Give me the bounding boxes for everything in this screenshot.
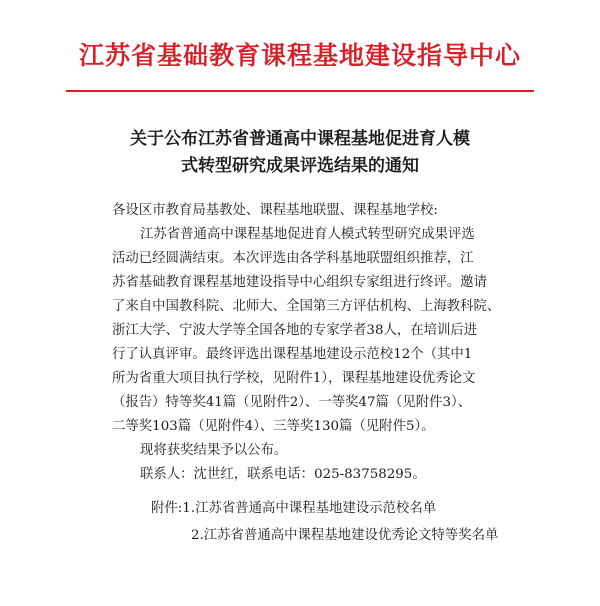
body-line: 二等奖103篇（见附件4）、三等奖130篇（见附件5）。 (112, 419, 435, 434)
body-line: 所为省重大项目执行学校，见附件1），课程基地建设优秀论文 (112, 371, 476, 386)
red-header-rule (66, 90, 534, 92)
body-line: （报告）特等奖41篇（见附件2）、一等奖47篇（见附件3）、 (112, 395, 472, 410)
document-title (110, 126, 490, 180)
salutation: 各设区市教育局基教处、课程基地联盟、课程基地学校: (112, 203, 438, 218)
attachments-list (151, 497, 511, 551)
attachment-item-text: 1.江苏省普通高中课程基地建设示范校名单 (182, 501, 437, 516)
body-line: 行了认真评审。最终评选出课程基地建设示范校12个（其中1 (112, 347, 473, 362)
contact-line: 联系人：沈世红，联系电话：025-83758295。 (140, 467, 426, 482)
title-line-1: 关于公布江苏省普通高中课程基地促进育人模 (130, 129, 470, 149)
body-line: 活动已经圆满结束。本次评选由各学科基地联盟组织推荐，江 (112, 251, 474, 266)
body-line: 浙江大学、宁波大学等全国各地的专家学者38人，在培训后进 (112, 323, 478, 338)
body-line: 江苏省普通高中课程基地促进育人模式转型研究成果评选 (140, 227, 475, 242)
issuing-org-header: 江苏省基础教育课程基地建设指导中心 (78, 41, 521, 70)
announcement-line: 现将获奖结果予以公布。 (140, 443, 288, 458)
body-line: 了来自中国教科院、北师大、全国第三方评估机构、上海教科院、 (112, 299, 501, 314)
notice-body (112, 199, 501, 487)
attachment-item (151, 497, 511, 524)
body-line: 苏省基础教育课程基地建设指导中心组织专家组进行终评。邀请 (112, 275, 487, 290)
attachments-label: 附件: (151, 501, 183, 516)
title-line-2: 式转型研究成果评选结果的通知 (181, 156, 419, 176)
attachment-item-text: 2.江苏省普通高中课程基地建设优秀论文特等奖名单 (191, 528, 499, 543)
attachment-item (151, 524, 511, 551)
